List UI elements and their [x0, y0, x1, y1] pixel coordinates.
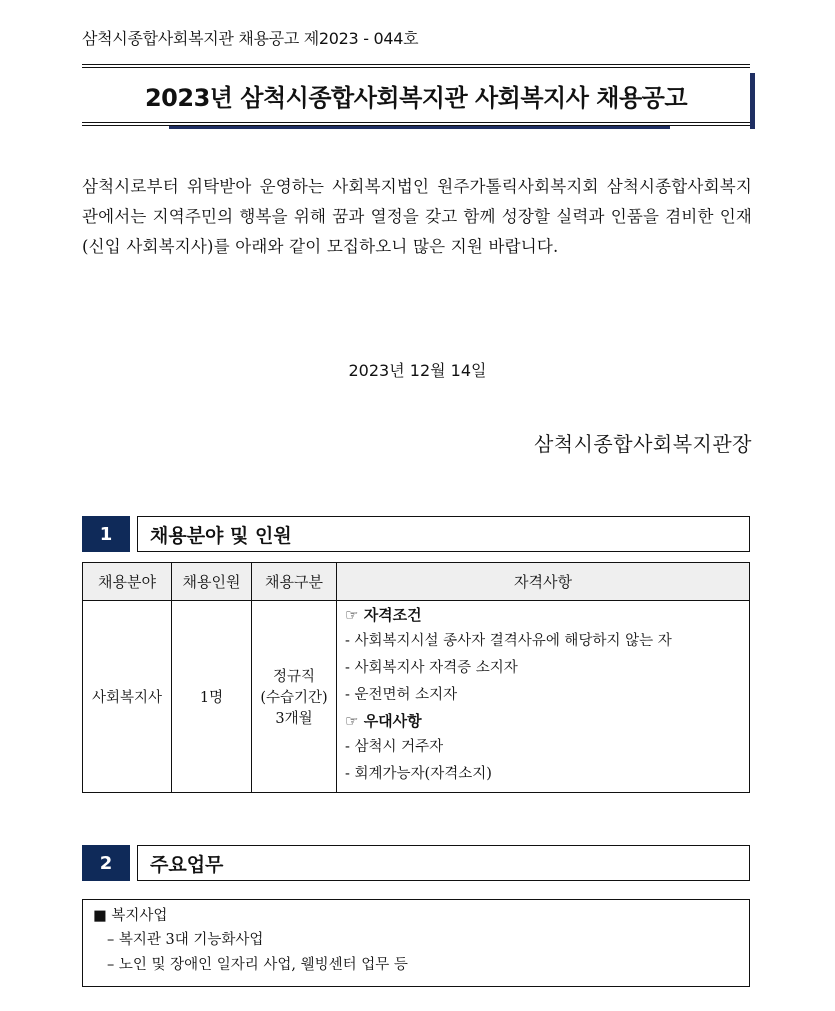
qualifications-cell [337, 601, 750, 793]
title-shadow [169, 126, 670, 129]
duty-category-label: 복지사업 [111, 908, 168, 924]
column-header: 채용구분 [252, 563, 337, 601]
duty-item: – 노인 및 장애인 일자리 사업, 웰빙센터 업무 등 [107, 957, 408, 973]
preference-item: - 회계가능자(자격소지) [345, 766, 492, 782]
qualification-item: - 운전면허 소지자 [345, 687, 458, 703]
document-number: 삼척시종합사회복지관 채용공고 제2023 - 044호 [82, 29, 419, 48]
duties-box [82, 899, 750, 987]
type-cell [252, 601, 337, 793]
qualification-item: - 사회복지사 자격증 소지자 [345, 660, 518, 676]
section-2-header [82, 845, 750, 881]
table-row [83, 601, 750, 793]
column-header: 채용분야 [83, 563, 172, 601]
field-cell: 사회복지사 [83, 601, 172, 793]
column-header: 채용인원 [172, 563, 252, 601]
table-header-row [83, 563, 750, 601]
section-2-title: 주요업무 [137, 845, 750, 881]
pointing-hand-icon: ☞ [345, 712, 359, 730]
duty-item: – 복지관 3대 기능화사업 [107, 932, 264, 948]
section-2-number: 2 [82, 845, 130, 881]
title-box [82, 64, 750, 126]
section-1-title: 채용분야 및 인원 [137, 516, 750, 552]
type-line: (수습기간) [260, 690, 328, 706]
preference-heading [345, 709, 743, 734]
preference-item: - 삼척시 거주자 [345, 739, 444, 755]
column-header: 자격사항 [337, 563, 750, 601]
section-1-number: 1 [82, 516, 130, 552]
signer: 삼척시종합사회복지관장 [533, 432, 752, 456]
recruitment-table [82, 562, 750, 793]
square-bullet-icon: ■ [93, 908, 107, 924]
duty-category [93, 905, 739, 928]
qualification-item: - 사회복지시설 종사자 결격사유에 해당하지 않는 자 [345, 633, 672, 649]
type-line: 정규직 [272, 669, 316, 685]
preference-heading-label: 우대사항 [363, 712, 422, 730]
section-1-header [82, 516, 750, 552]
page-title: 2023년 삼척시종합사회복지관 사회복지사 채용공고 [144, 83, 688, 112]
intro-paragraph: 삼척시로부터 위탁받아 운영하는 사회복지법인 원주가톨릭사회복지회 삼척시종합사회복지관에서는 지역주민의 행복을 위해 꿈과 열정을 갖고 함께 성장할 실력과 인품을 겸비한 인재(신입 사회복지사)를 아래와 같이 모집하오니 많은 지원 바랍니다. [82, 177, 752, 256]
pointing-hand-icon: ☞ [345, 606, 359, 624]
announcement-date: 2023년 12월 14일 [348, 361, 487, 380]
type-line: 3개월 [275, 711, 313, 727]
qualification-heading-label: 자격조건 [363, 606, 422, 624]
qualification-heading [345, 603, 743, 628]
count-cell: 1명 [172, 601, 252, 793]
